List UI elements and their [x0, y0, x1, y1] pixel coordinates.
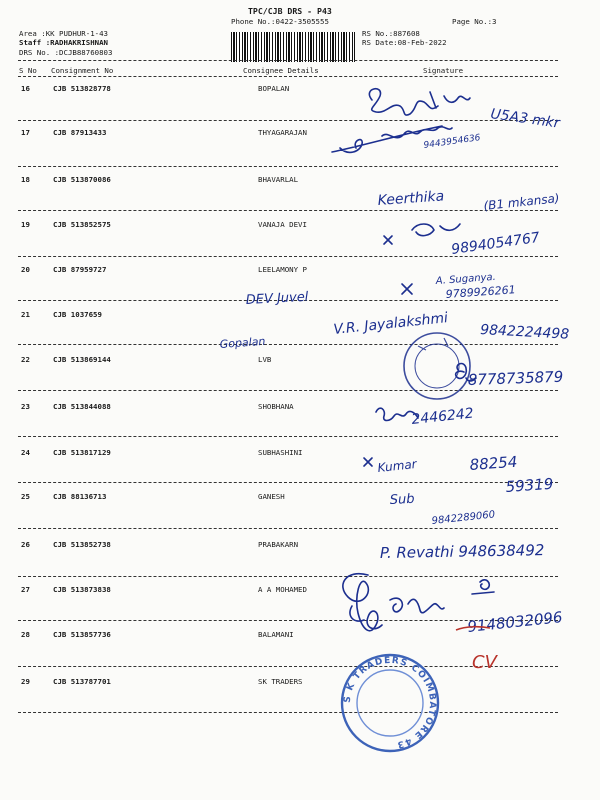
handwritten-note: 59319: [505, 474, 554, 496]
handwritten-note: 2446242: [410, 405, 475, 428]
handwritten-note: 9842224498: [479, 322, 570, 343]
row-sno: 17: [21, 128, 30, 137]
page-number: Page No.:3: [452, 17, 497, 26]
row-consignee: SUBHASHINI: [258, 448, 303, 457]
row-sno: 29: [21, 677, 30, 686]
handwritten-note: P. Revathi 948638492: [379, 541, 545, 562]
row-divider: [18, 120, 558, 121]
row-consignee: SK TRADERS: [258, 677, 303, 686]
row-sno: 22: [21, 355, 30, 364]
table-row: [0, 630, 600, 640]
table-row: [0, 310, 600, 320]
handwritten-note: CV: [472, 652, 497, 673]
signature-scribble: [402, 284, 412, 294]
row-divider: [18, 256, 558, 257]
handwritten-note: 9148032096: [466, 608, 564, 636]
row-divider: [18, 666, 558, 667]
row-consignee: BALAMANI: [258, 630, 294, 639]
handwritten-note: 8778735879: [467, 367, 564, 389]
handwritten-note: Sub: [389, 491, 415, 508]
col-consignment: Consignment No: [51, 66, 114, 75]
phone-number: Phone No.:0422-3505555: [231, 17, 329, 26]
handwritten-note: 9894054767: [450, 229, 541, 258]
signature-scribble: [364, 458, 372, 466]
col-consignee: Consignee Details: [243, 66, 319, 75]
table-row: [0, 220, 600, 230]
table-row: [0, 355, 600, 365]
row-consignee: GANESH: [258, 492, 285, 501]
row-sno: 28: [21, 630, 30, 639]
signature-scribble: [384, 236, 392, 244]
handwritten-note: Gopalan: [219, 334, 266, 351]
barcode: [231, 32, 355, 62]
row-sno: 18: [21, 175, 30, 184]
row-divider: [18, 390, 558, 391]
row-divider: [18, 210, 558, 211]
handwritten-note: 88254: [469, 452, 518, 474]
row-consignment: CJB 88136713: [53, 492, 107, 501]
row-sno: 24: [21, 448, 30, 457]
handwritten-note: U5A3 mkr: [489, 106, 561, 132]
row-consignee: LVB: [258, 355, 272, 364]
row-consignment: CJB 513857736: [53, 630, 111, 639]
row-consignee: LEELAMONY P: [258, 265, 307, 274]
row-sno: 27: [21, 585, 30, 594]
row-consignment: CJB 87913433: [53, 128, 107, 137]
staff: Staff :RADHAKRISHNAN: [19, 38, 108, 47]
stamp-text: S K TRADERS COIMBATORE 43: [342, 655, 438, 750]
row-divider: [18, 344, 558, 345]
row-sno: 26: [21, 540, 30, 549]
row-consignee: THYAGARAJAN: [258, 128, 307, 137]
row-consignment: CJB 513828778: [53, 84, 111, 93]
handwritten-note: V.R. Jayalakshmi: [332, 310, 449, 338]
table-row: [0, 540, 600, 550]
row-divider: [18, 712, 558, 713]
row-consignment: CJB 513873838: [53, 585, 111, 594]
row-sno: 25: [21, 492, 30, 501]
col-signature: Signature: [423, 66, 464, 75]
svg-text:S K TRADERS COIMBATORE 43: [343, 656, 437, 750]
row-divider: [18, 528, 558, 529]
row-sno: 20: [21, 265, 30, 274]
row-consignment: CJB 513787701: [53, 677, 111, 686]
handwritten-note: 9443954636: [423, 133, 482, 151]
row-divider: [18, 482, 558, 483]
signature-scribble: [430, 92, 470, 108]
row-divider: [18, 576, 558, 577]
header-divider-bottom: [18, 76, 558, 77]
signature-scribble: [456, 364, 476, 381]
row-consignment: CJB 87959727: [53, 265, 107, 274]
row-consignee: SHOBHANA: [258, 402, 294, 411]
table-row: [0, 128, 600, 138]
row-consignee: BHAVARLAL: [258, 175, 299, 184]
row-consignment: CJB 513817129: [53, 448, 111, 457]
row-consignment: CJB 513852738: [53, 540, 111, 549]
row-consignee: A A MOHAMED: [258, 585, 307, 594]
table-row: [0, 448, 600, 458]
handwritten-note: 9842289060: [431, 509, 496, 527]
table-row: [0, 175, 600, 185]
col-sno: S No: [19, 66, 37, 75]
row-consignee: BOPALAN: [258, 84, 290, 93]
row-sno: 16: [21, 84, 30, 93]
table-row: [0, 585, 600, 595]
table-row: [0, 492, 600, 502]
table-row: [0, 677, 600, 687]
table-row: [0, 265, 600, 275]
handwritten-note: A. Suganya.: [435, 271, 497, 287]
row-consignee: VANAJA DEVI: [258, 220, 307, 229]
row-divider: [18, 436, 558, 437]
row-consignment: CJB 513870086: [53, 175, 111, 184]
row-consignment: CJB 513852575: [53, 220, 111, 229]
row-divider: [18, 620, 558, 621]
handwritten-note: 9789926261: [445, 283, 517, 301]
handwritten-note: DEV Juvel: [245, 289, 309, 308]
table-row: [0, 84, 600, 94]
row-consignment: CJB 513869144: [53, 355, 111, 364]
rs-date: RS Date:08-Feb-2022: [362, 38, 447, 47]
row-sno: 21: [21, 310, 30, 319]
handwritten-note: (B1 mkansa): [482, 191, 561, 213]
company-stamp: [342, 655, 438, 751]
area: Area :KK PUDHUR-1-43: [19, 29, 108, 38]
drs-number: DRS No. :DCJB88760803: [19, 48, 113, 57]
row-sno: 23: [21, 402, 30, 411]
header-divider-top: [18, 60, 558, 61]
row-sno: 19: [21, 220, 30, 229]
handwritten-note: Kumar: [376, 456, 418, 475]
row-divider: [18, 166, 558, 167]
signature-scribble: [343, 574, 444, 631]
rs-number: RS No.:887608: [362, 29, 420, 38]
row-consignment: CJB 513844088: [53, 402, 111, 411]
table-row: [0, 402, 600, 412]
row-consignee: PRABAKARN: [258, 540, 299, 549]
handwritten-note: Keerthika: [377, 188, 445, 209]
row-consignment: CJB 1037659: [53, 310, 102, 319]
sheet-title: TPC/CJB DRS - P43: [248, 6, 332, 16]
row-divider: [18, 300, 558, 301]
